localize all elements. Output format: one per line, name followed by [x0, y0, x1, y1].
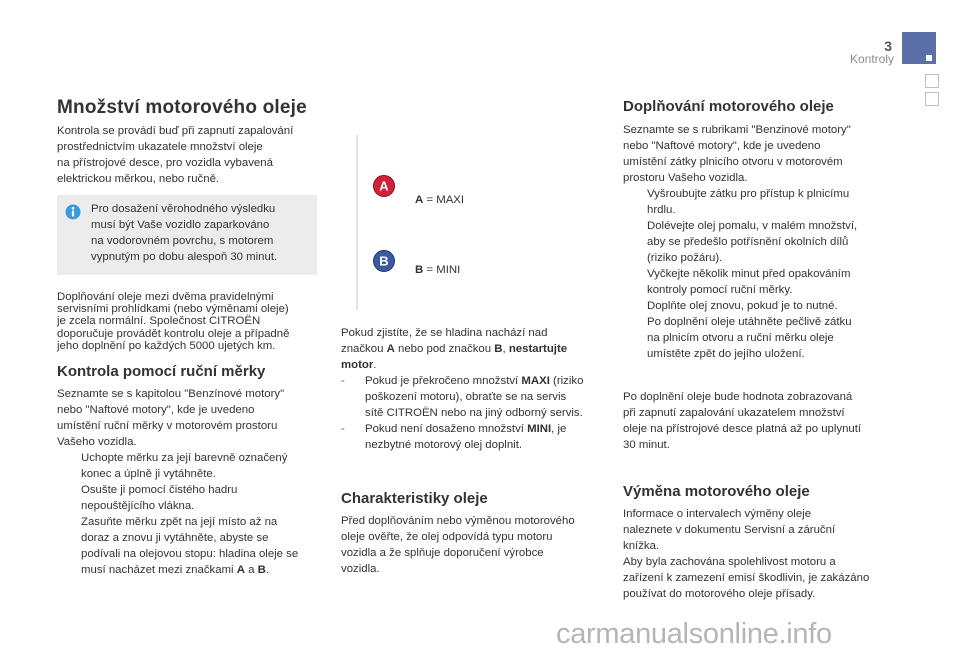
- list-item: [623, 314, 898, 362]
- text-line: [81, 562, 332, 578]
- mini-label: MINI: [527, 423, 552, 435]
- oil-spec-paragraph: [341, 513, 616, 577]
- legend-a-key: A: [415, 194, 424, 206]
- legend-a-value: = MAXI: [423, 194, 465, 206]
- text-line: [365, 373, 616, 389]
- text-line: naleznete v dokumentu Servisní a záruční: [623, 524, 836, 536]
- text-line: prostoru Vašeho vozidla.: [623, 172, 748, 184]
- text-line: Vyčkejte několik minut před opakováním: [647, 268, 851, 280]
- page-number: 3: [884, 38, 892, 54]
- text-line: Po doplnění oleje bude hodnota zobrazovaná: [623, 391, 853, 403]
- text-line: Zasuňte měrku zpět na její místo až na: [81, 516, 278, 528]
- text-run: , je: [551, 423, 567, 435]
- text-line: aby se předešlo potřísnění okolních dílů: [647, 236, 849, 248]
- text-line: prostřednictvím ukazatele množství oleje: [57, 141, 263, 153]
- list-item: [341, 373, 616, 421]
- section-tab[interactable]: [925, 74, 939, 88]
- list-item: [341, 421, 616, 453]
- list-item: [623, 266, 898, 298]
- legend-min: [415, 262, 460, 278]
- text-line: Seznamte se s kapitolou "Benzínové motory": [57, 388, 285, 400]
- manual-check-title: Kontrola pomocí ruční měrky: [57, 363, 266, 380]
- mark-b-label: B: [379, 253, 389, 269]
- text-line: oleje na přístrojové desce platná až po uplynutí: [623, 423, 862, 435]
- text-line: vozidla.: [341, 563, 380, 575]
- level-paragraph: [341, 325, 616, 453]
- legend-b-value: = MINI: [423, 264, 461, 276]
- intro-paragraph: [57, 123, 327, 187]
- text-line: Dolévejte olej pomalu, v malém množství,: [647, 220, 858, 232]
- text-line: Po doplnění oleje utáhněte pečlivě zátku: [647, 316, 852, 328]
- text-line: nebo "Naftové motory", kde je uvedeno: [57, 404, 255, 416]
- section-tab-active[interactable]: [902, 32, 936, 64]
- text-line: Uchopte měrku za její barevně označený: [81, 452, 288, 464]
- text-line: Kontrola se provádí buď při zapnutí zapalování: [57, 125, 294, 137]
- text-line: poškození motoru), obraťte se na servis: [365, 391, 567, 403]
- text-line: na plnicím otvoru a ruční měrku oleje: [647, 332, 834, 344]
- oil-spec-title: Charakteristiky oleje: [341, 490, 488, 507]
- text-line: vozidla a že splňuje doporučení výrobce: [341, 547, 544, 559]
- text-line: oleje ověřte, že olej odpovídá typu motoru: [341, 531, 553, 543]
- section-title: Kontroly: [849, 52, 894, 66]
- list-item: [623, 218, 898, 266]
- text-line: Seznamte se s rubrikami "Benzinové motory": [623, 124, 851, 136]
- text-run: musí nacházet mezi značkami: [81, 564, 237, 576]
- text-line: Vašeho vozidla.: [57, 436, 137, 448]
- text-line: na přístrojové desce, pro vozidla vybavená: [57, 157, 273, 169]
- text-line: používat do motorového oleje přísady.: [623, 588, 816, 600]
- manual-check-section: [57, 386, 332, 578]
- dash-marker: -: [341, 375, 345, 387]
- list-item: [57, 514, 332, 578]
- text-run: Pokud je překročeno množství: [365, 375, 522, 387]
- text-line: vypnutým po dobu alespoň 30 minut.: [91, 251, 278, 263]
- warning-text: nestartujte: [508, 343, 568, 355]
- info-text: [91, 201, 313, 265]
- text-line: [365, 421, 616, 437]
- text-line: při zapnutí zapalování ukazatelem množství: [623, 407, 845, 419]
- list-item: [623, 186, 898, 218]
- mark-a-ref: A: [236, 564, 245, 576]
- dash-marker: -: [341, 423, 345, 435]
- text-line: Pro dosažení věrohodného výsledku: [91, 203, 276, 215]
- mark-b-ref: B: [257, 564, 266, 576]
- list-item: [57, 482, 332, 514]
- text-line: na vodorovném povrchu, s motorem: [91, 235, 274, 247]
- text-run: .: [373, 359, 377, 371]
- text-line: Vyšroubujte zátku pro přístup k plnicímu: [647, 188, 850, 200]
- text-line: hrdlu.: [647, 204, 676, 216]
- legend-max: [415, 192, 464, 208]
- text-line: umístění ruční měrky v motorovém prostoru: [57, 420, 278, 432]
- text-run: značkou: [341, 343, 387, 355]
- list-item: [57, 450, 332, 482]
- text-line: knížka.: [623, 540, 660, 552]
- text-line: umístění zátky plnicího otvoru v motorovém: [623, 156, 843, 168]
- text-line: elektrickou měrkou, nebo ručně.: [57, 173, 220, 185]
- text-run: (riziko: [549, 375, 584, 387]
- text-line: je zcela normální. Společnost CITROËN: [57, 315, 261, 328]
- watermark: carmanualsonline.info: [556, 618, 832, 650]
- text-run: .: [265, 564, 270, 576]
- text-line: Doplňování oleje mezi dvěma pravidelnými: [57, 291, 274, 303]
- text-line: zařízení k zamezení emisí škodlivin, je zakázáno: [623, 572, 870, 584]
- text-line: doporučuje provádět kontrolu oleje a případně: [57, 327, 290, 340]
- dipstick-illustration: [344, 135, 444, 310]
- refill-title: Doplňování motorového oleje: [623, 98, 834, 115]
- warning-text: motor: [341, 359, 374, 371]
- section-tab[interactable]: [925, 92, 939, 106]
- maxi-label: MAXI: [521, 375, 550, 387]
- text-line: 30 minut.: [623, 439, 670, 451]
- text-line: kontroly pomocí ruční měrky.: [647, 284, 793, 296]
- oil-change-paragraph: [623, 506, 898, 602]
- text-run: ,: [502, 343, 509, 355]
- text-line: doraz a znovu ji vytáhněte, abyste se: [81, 532, 269, 544]
- text-line: Osušte ji pomocí čistého hadru: [81, 484, 238, 496]
- list-item: [623, 298, 898, 314]
- text-line: Aby byla zachována spolehlivost motoru a: [623, 556, 836, 568]
- text-line: (riziko požáru).: [647, 252, 723, 264]
- info-icon: [65, 204, 81, 220]
- info-box: [57, 195, 317, 275]
- text-line: jeho doplnění po každých 5000 ujetých km.: [57, 339, 276, 352]
- text-line: sítě CITROËN nebo na jiný odborný servis.: [365, 407, 583, 419]
- text-line: [341, 357, 616, 373]
- text-line: Doplňte olej znovu, pokud je to nutné.: [647, 300, 838, 312]
- page-title: Množství motorového oleje: [57, 97, 307, 118]
- text-line: musí být Vaše vozidlo zaparkováno: [91, 219, 270, 231]
- text-line: nezbytné motorový olej doplnit.: [365, 439, 523, 451]
- text-run: nebo pod značkou: [394, 343, 495, 355]
- oil-change-title: Výměna motorového oleje: [623, 483, 810, 500]
- text-line: podívali na olejovou stopu: hladina oleje se: [81, 548, 299, 560]
- text-run: Pokud není dosaženo množství: [365, 423, 528, 435]
- text-line: Pokud zjistíte, že se hladina nachází nad: [341, 327, 548, 339]
- mark-a-ref: A: [386, 343, 395, 355]
- refill-section: [623, 122, 898, 362]
- text-line: Informace o intervalech výměny oleje: [623, 508, 812, 520]
- text-line: umístěte zpět do jejího uložení.: [647, 348, 805, 360]
- refill-paragraph: [57, 291, 332, 352]
- text-line: [341, 341, 616, 357]
- text-line: konec a úplně ji vytáhněte.: [81, 468, 216, 480]
- legend-b-key: B: [415, 264, 424, 276]
- text-run: a: [244, 564, 258, 576]
- mark-b-ref: B: [494, 343, 503, 355]
- mark-a-label: A: [379, 178, 389, 194]
- text-line: nebo "Naftové motory", kde je uvedeno: [623, 140, 821, 152]
- text-line: Před doplňováním nebo výměnou motorového: [341, 515, 575, 527]
- mark-a-badge: [374, 176, 395, 197]
- after-refill-paragraph: [623, 389, 898, 453]
- text-line: nepouštějícího vlákna.: [81, 500, 195, 512]
- mark-b-badge: [374, 251, 395, 272]
- text-line: servisními prohlídkami (nebo výměnami oleje): [57, 303, 289, 316]
- tab-marker-icon: [926, 55, 932, 61]
